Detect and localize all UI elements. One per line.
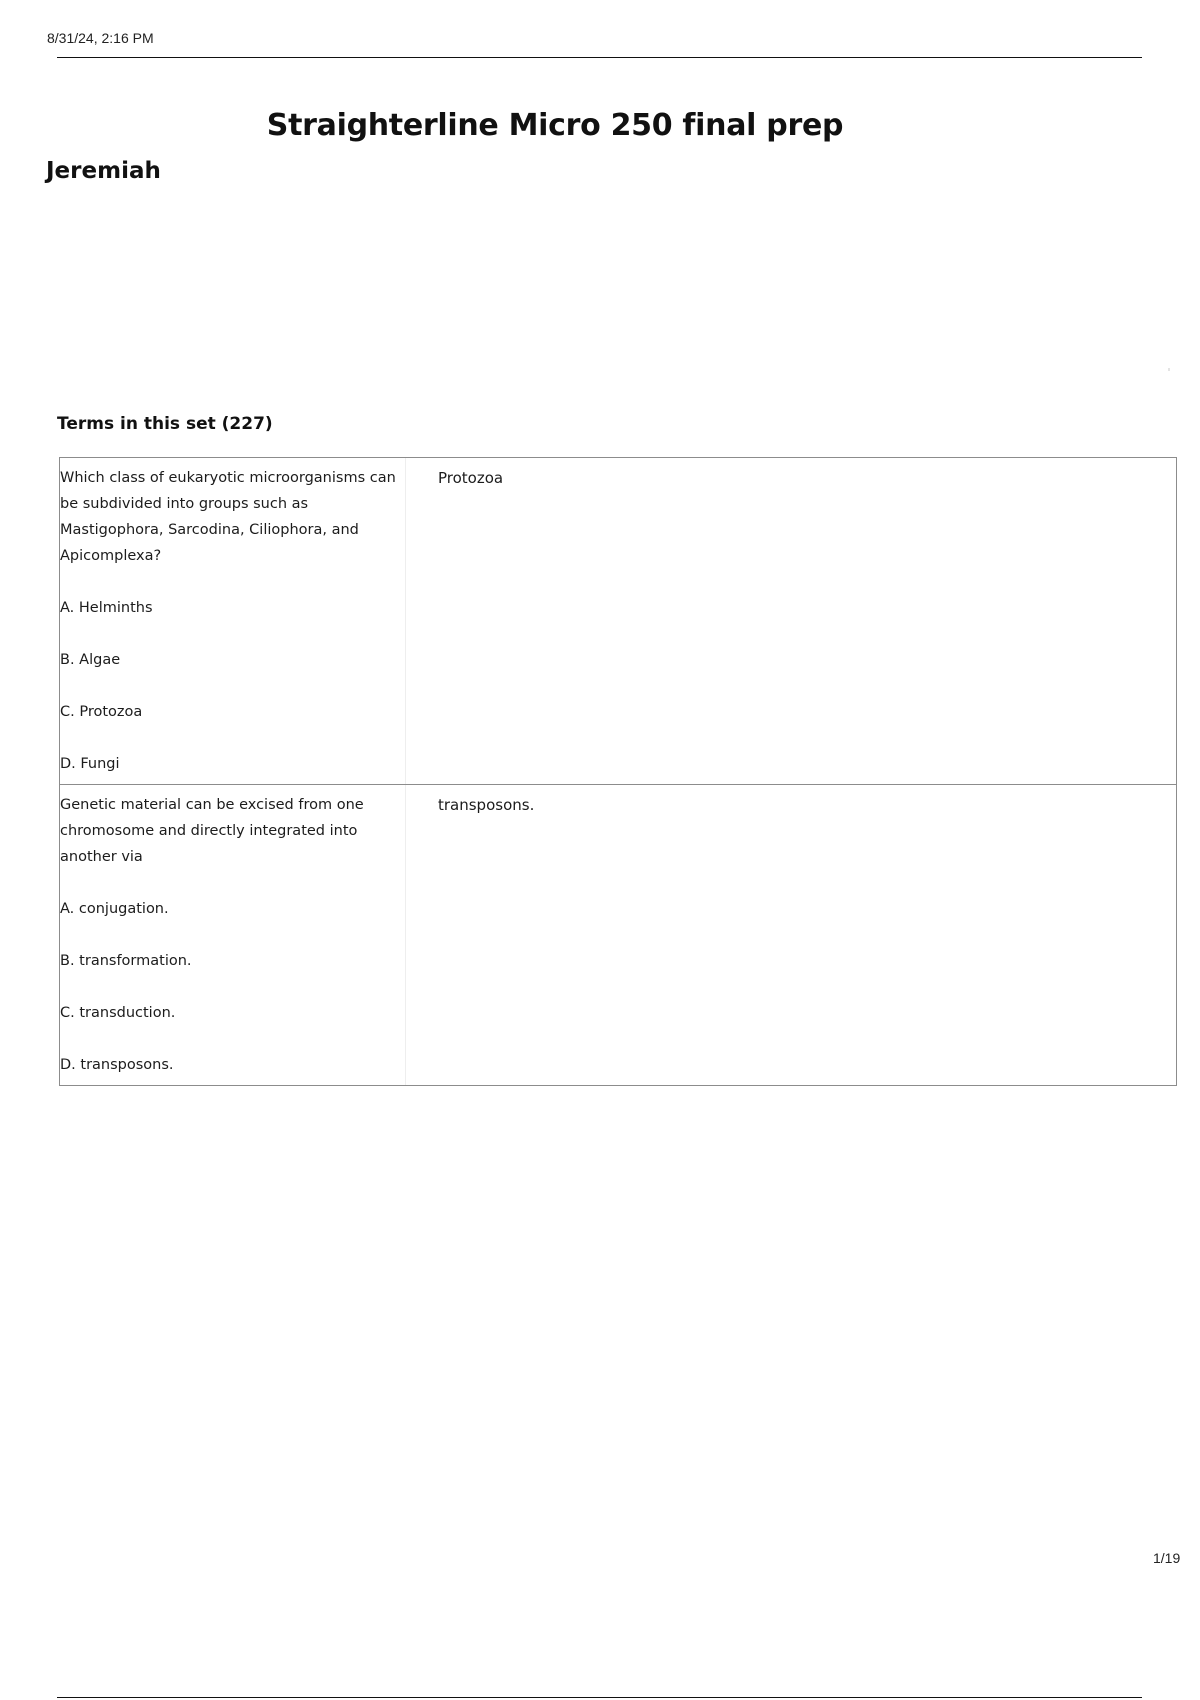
page-number: 1/19: [1153, 1550, 1181, 1566]
option-c: C. transduction.: [60, 1005, 176, 1021]
option-d: D. Fungi: [60, 756, 120, 772]
term-answer: transposons.: [438, 796, 535, 814]
option-a: A. conjugation.: [60, 901, 169, 917]
header-divider: [57, 57, 1142, 58]
term-question: Genetic material can be excised from one chromosome and directly integrated into another via: [60, 797, 364, 865]
option-b: B. transformation.: [60, 953, 192, 969]
option-b: B. Algae: [60, 652, 121, 668]
definition-cell: [406, 785, 1176, 1085]
definition-cell: [406, 458, 1176, 784]
print-timestamp: 8/31/24, 2:16 PM: [47, 30, 154, 46]
option-c: C. Protozoa: [60, 704, 143, 720]
document-title: Straighterline Micro 250 final prep: [266, 108, 844, 143]
term-cell: [60, 458, 406, 784]
author-name: Jeremiah: [46, 158, 161, 184]
scan-artifact: [1168, 368, 1170, 371]
footer-divider: [57, 1697, 1142, 1698]
option-d: D. transposons.: [60, 1057, 174, 1073]
term-row: [60, 458, 1176, 785]
term-question: Which class of eukaryotic microorganisms can be subdivided into groups such as Mastigophora, Sarcodina, Ciliophora, and Apicomplexa?: [60, 470, 396, 564]
terms-table: [59, 457, 1177, 1086]
term-answer: Protozoa: [438, 469, 504, 487]
term-cell: [60, 785, 406, 1085]
terms-heading: Terms in this set (227): [57, 414, 273, 434]
term-row: [60, 785, 1176, 1085]
option-a: A. Helminths: [60, 600, 153, 616]
